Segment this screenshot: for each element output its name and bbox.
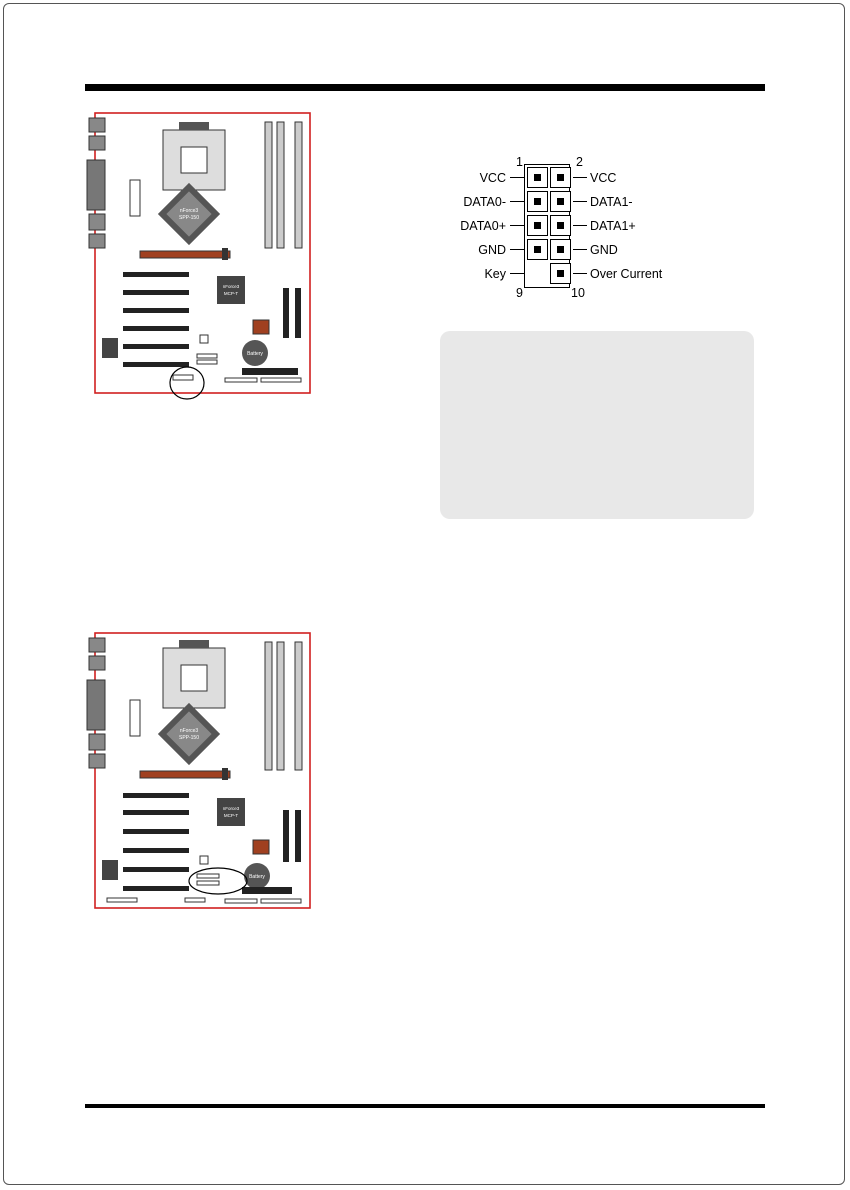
pin <box>527 191 548 212</box>
pin-lead <box>573 249 587 250</box>
svg-text:SPP-150: SPP-150 <box>178 215 200 221</box>
motherboard-diagram-bottom <box>85 630 317 915</box>
svg-text:nForce3: nForce3 <box>179 728 199 734</box>
svg-text:nForce3: nForce3 <box>222 284 240 289</box>
pin-dot <box>557 198 564 205</box>
pin-number-10: 10 <box>571 286 585 300</box>
pin-label-left: DATA0+ <box>460 219 506 233</box>
pin-lead <box>510 249 524 250</box>
pin-dot <box>534 222 541 229</box>
pin-dot <box>557 222 564 229</box>
usb-header-pin-diagram <box>440 150 740 310</box>
pin-lead <box>510 201 524 202</box>
pin <box>550 191 571 212</box>
pin-number-2: 2 <box>576 155 583 169</box>
svg-text:SPP-150: SPP-150 <box>178 735 200 741</box>
motherboard-diagram-top <box>85 110 317 400</box>
pin-lead <box>510 177 524 178</box>
pin-label-left: GND <box>478 243 506 257</box>
pin-lead <box>573 225 587 226</box>
pin-lead <box>573 273 587 274</box>
pin-dot <box>557 246 564 253</box>
footer-rule <box>85 1104 765 1108</box>
svg-text:Battery: Battery <box>249 874 265 880</box>
svg-text:nForce3: nForce3 <box>222 806 240 811</box>
pin-label-left: VCC <box>479 171 506 185</box>
svg-text:MCP-T: MCP-T <box>223 291 239 296</box>
pin-number-1: 1 <box>516 155 523 169</box>
pin <box>527 167 548 188</box>
pin <box>550 215 571 236</box>
pin-label-left: Key <box>484 267 506 281</box>
pin-dot <box>557 270 564 277</box>
pin-label-right: VCC <box>590 171 617 185</box>
pin <box>527 215 548 236</box>
pin-dot <box>534 174 541 181</box>
pin-lead <box>510 273 524 274</box>
pin-lead <box>573 177 587 178</box>
pin <box>550 167 571 188</box>
pin-lead <box>510 225 524 226</box>
pin <box>527 239 548 260</box>
pin-label-left: DATA0- <box>463 195 506 209</box>
svg-text:Battery: Battery <box>247 351 263 357</box>
pin-dot <box>534 198 541 205</box>
pin-lead <box>573 201 587 202</box>
pin-label-right: Over Current <box>590 267 663 281</box>
svg-text:MCP-T: MCP-T <box>223 813 239 818</box>
pin-label-right: DATA1- <box>590 195 633 209</box>
pin <box>550 239 571 260</box>
pin-label-right: DATA1+ <box>590 219 636 233</box>
pin <box>550 263 571 284</box>
svg-text:nForce3: nForce3 <box>179 208 199 214</box>
pin-dot <box>534 246 541 253</box>
pin-number-9: 9 <box>516 286 523 300</box>
header-rule <box>85 84 765 91</box>
note-box <box>440 331 754 519</box>
pin-dot <box>557 174 564 181</box>
pin-label-right: GND <box>590 243 618 257</box>
